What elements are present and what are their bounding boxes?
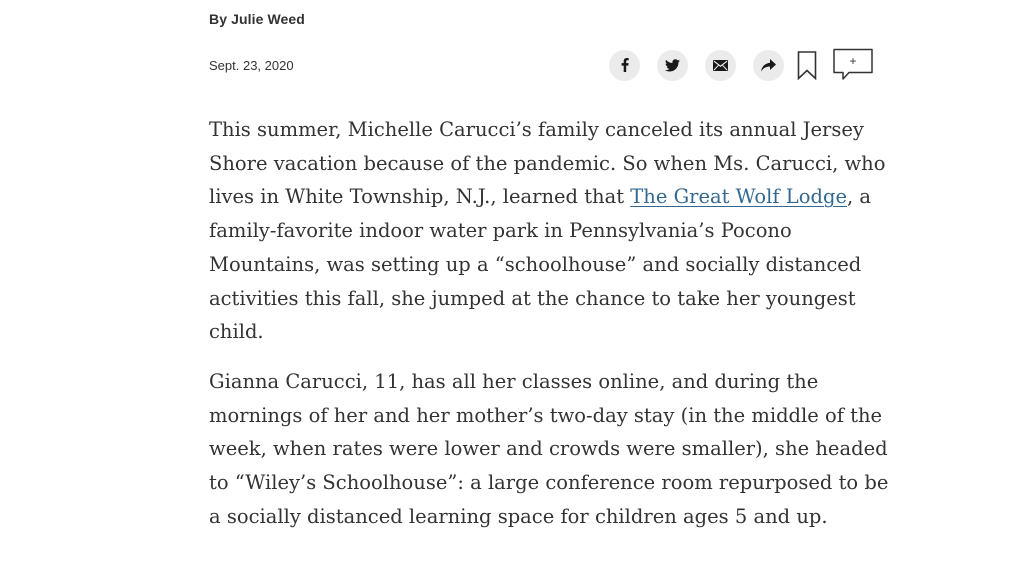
share-toolbar xyxy=(609,48,874,82)
twitter-share-button[interactable] xyxy=(657,50,688,81)
share-arrow-icon xyxy=(761,59,776,72)
article-paragraph-1 xyxy=(209,113,889,349)
facebook-share-button[interactable] xyxy=(609,50,640,81)
comment-plus-label: + xyxy=(849,54,857,68)
email-share-button[interactable] xyxy=(705,50,736,81)
email-icon xyxy=(713,60,728,71)
article-date: Sept. 23, 2020 xyxy=(209,58,294,73)
article-paragraph-2: Gianna Carucci, 11, has all her classes online, and during the mornings of her and her mother’s two-day stay (in the middle of the week, when rates were lower and crowds were smaller), she headed to “Wiley’s Schoolhouse”: a large conference room repurposed to be a socially distanced learning space for children ages 5 and up. xyxy=(209,370,889,528)
paragraph-1-text-start: This summer, Michelle Carucci’s family canceled its annual Jersey Shore vacation because of the pandemic. So when Ms. Carucci, who lives in White Township, N.J., learned that xyxy=(209,118,886,209)
great-wolf-lodge-link[interactable]: The Great Wolf Lodge xyxy=(630,185,847,209)
paragraph-1-text-end: , a family-favorite indoor water park in Pennsylvania’s Pocono Mountains, was setting up a “schoolhouse” and socially distanced activities this fall, she jumped at the chance to take her youngest child. xyxy=(209,185,872,344)
comments-button[interactable] xyxy=(832,48,874,82)
bookmark-icon xyxy=(797,51,817,80)
save-bookmark-button[interactable] xyxy=(796,50,818,80)
more-share-button[interactable] xyxy=(753,50,784,81)
twitter-icon xyxy=(665,59,680,72)
facebook-icon xyxy=(618,58,632,72)
article-byline: By Julie Weed xyxy=(209,11,305,27)
